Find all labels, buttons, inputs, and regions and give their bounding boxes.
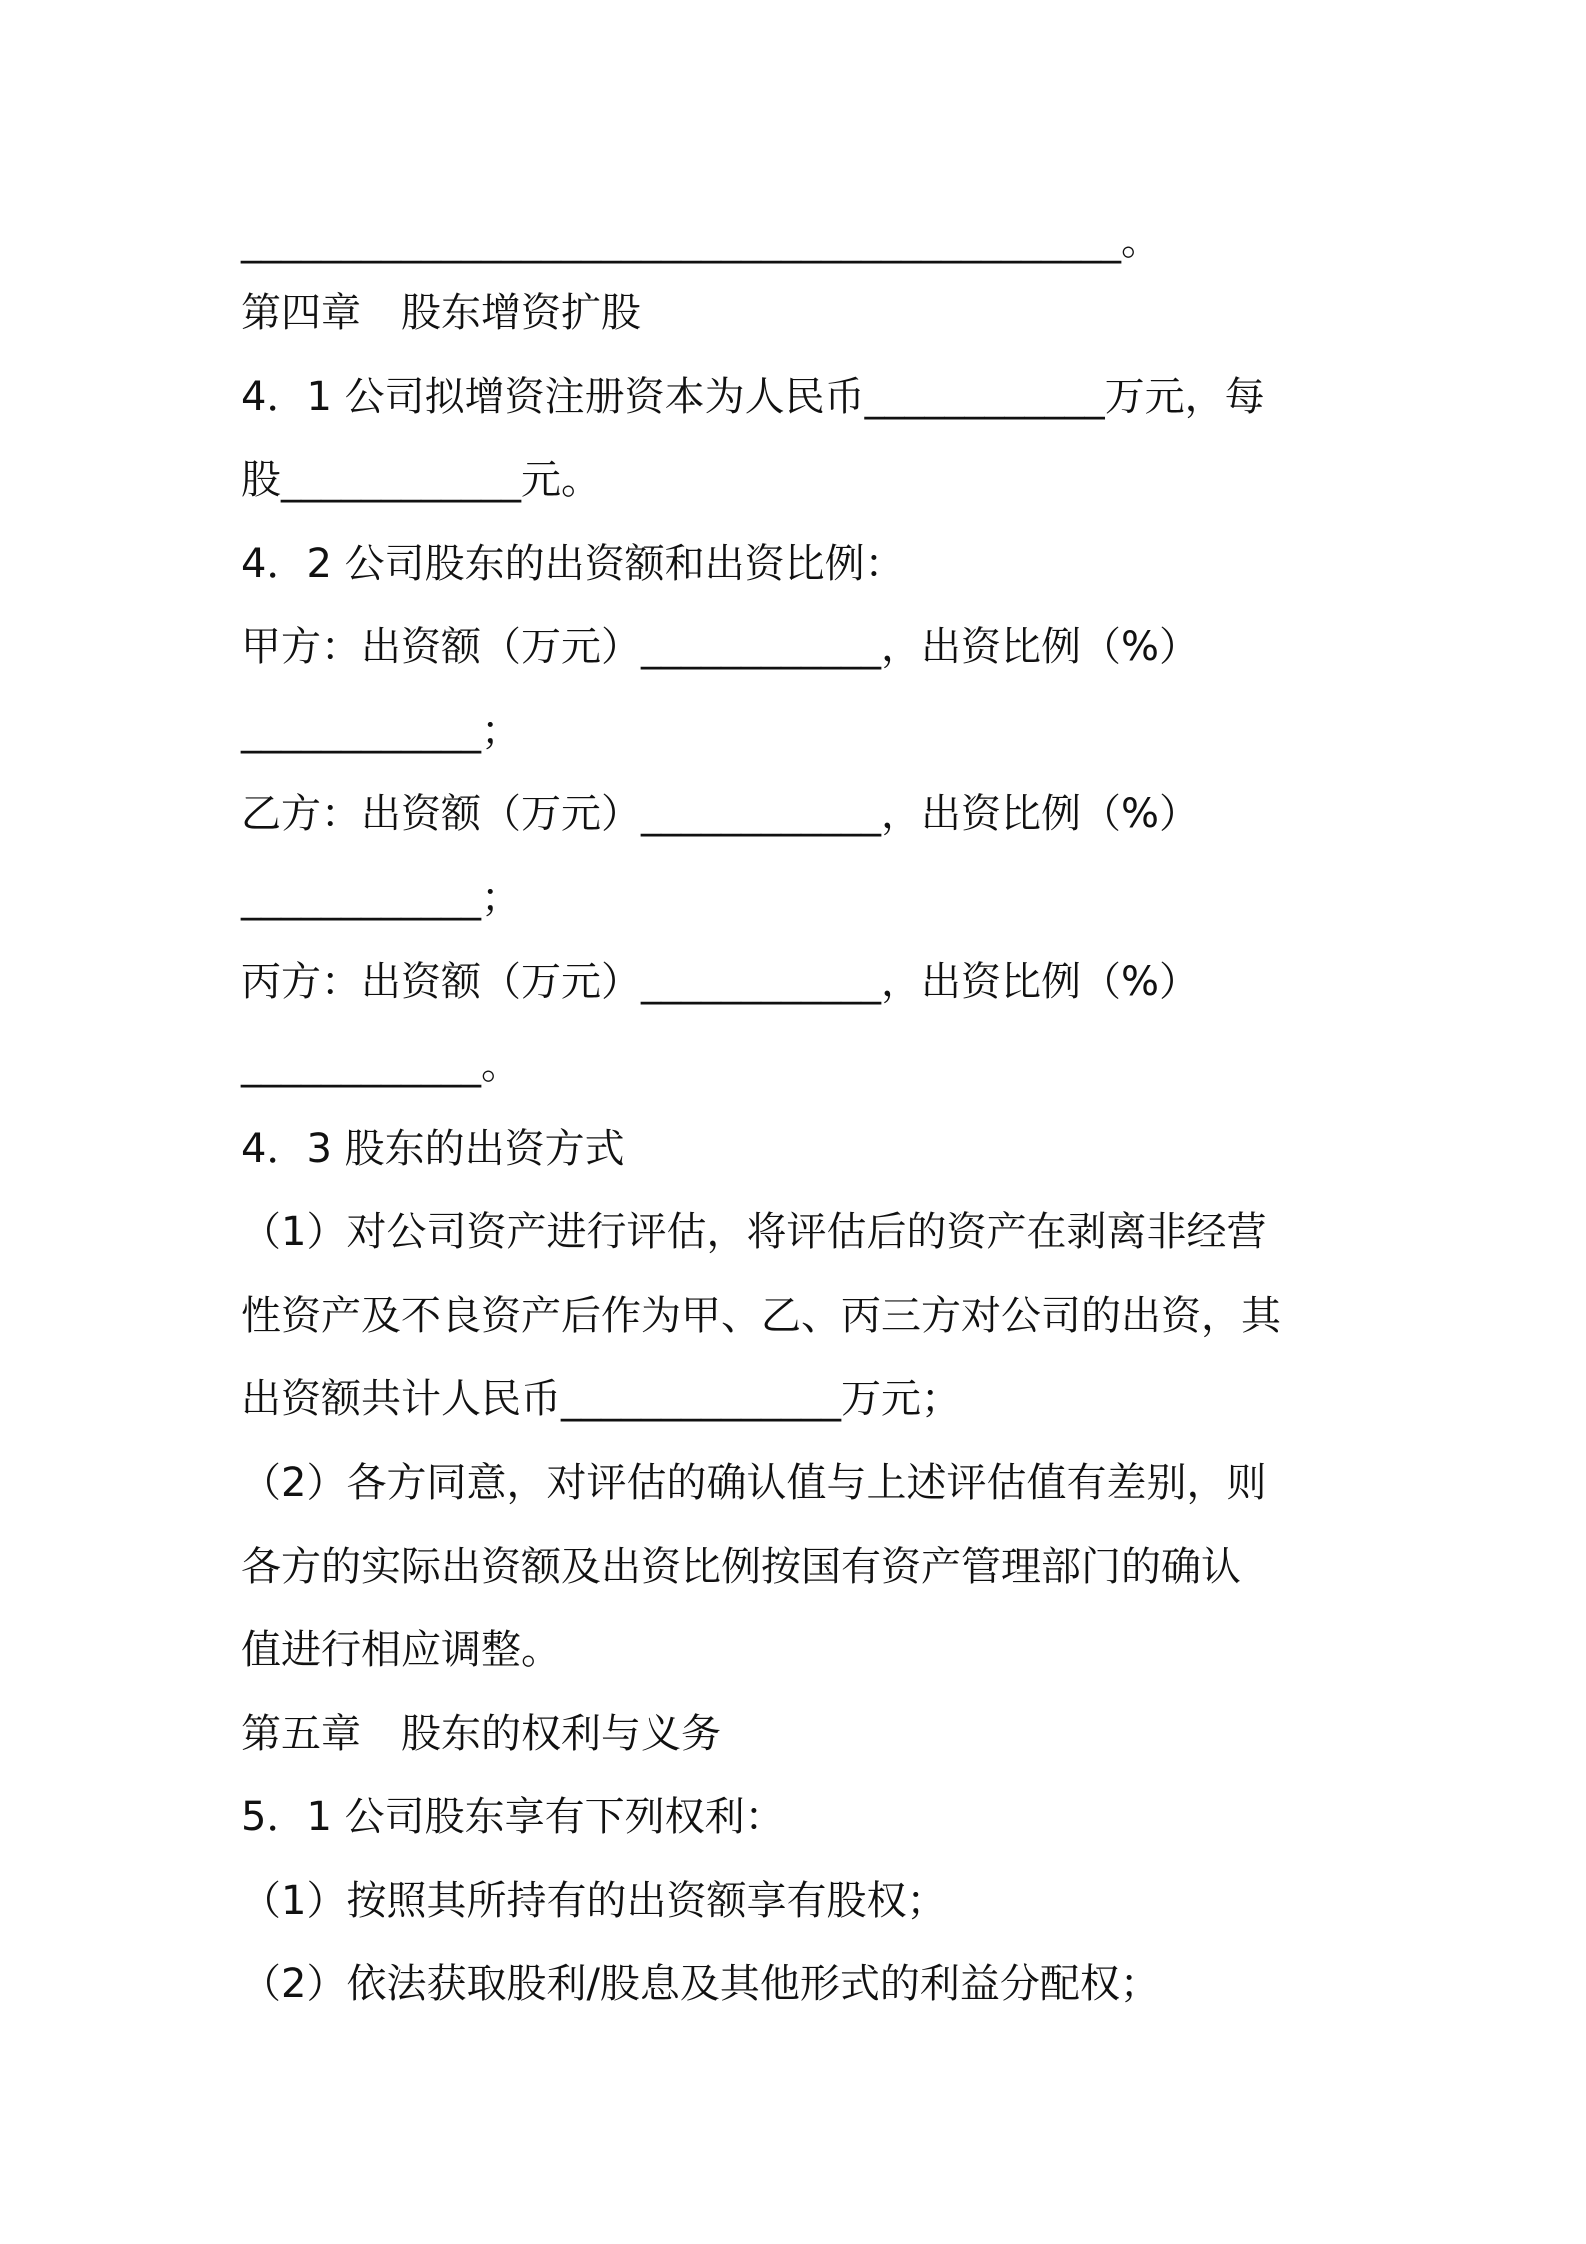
clause-4-3-item-1-line-1: （1）对公司资产进行评估，将评估后的资产在剥离非经营 <box>241 1209 1267 1255</box>
clause-4-3-heading: 4．3 股东的出资方式 <box>241 1126 625 1172</box>
chapter-5-heading: 第五章 股东的权利与义务 <box>241 1711 721 1757</box>
document-page <box>241 0 1361 2244</box>
clause-5-1-item-2: （2）依法获取股利/股息及其他形式的利益分配权； <box>241 1961 1160 2007</box>
clause-4-3-item-1-line-2: 性资产及不良资产后作为甲、乙、丙三方对公司的出资，其 <box>241 1293 1281 1339</box>
party-c-contribution: 丙方：出资额（万元）____________，出资比例（%） <box>241 959 1200 1005</box>
clause-4-1-line-1: 4．1 公司拟增资注册资本为人民币____________万元，每 <box>241 374 1265 420</box>
clause-4-3-item-1-line-3: 出资额共计人民币______________万元； <box>241 1376 961 1422</box>
party-c-ratio-blank: ____________。 <box>241 1042 521 1088</box>
clause-5-1-item-1: （1）按照其所持有的出资额享有股权； <box>241 1878 947 1924</box>
party-a-ratio-blank: ____________； <box>241 708 521 754</box>
clause-4-3-item-2-line-2: 各方的实际出资额及出资比例按国有资产管理部门的确认 <box>241 1544 1241 1590</box>
chapter-4-heading: 第四章 股东增资扩股 <box>241 290 641 336</box>
clause-4-1-line-2: 股____________元。 <box>241 457 601 503</box>
party-a-contribution: 甲方：出资额（万元）____________，出资比例（%） <box>241 624 1200 670</box>
blank-fill-line: ____________________________________________。 <box>241 218 1161 264</box>
clause-5-1-heading: 5．1 公司股东享有下列权利： <box>241 1794 785 1840</box>
clause-4-3-item-2-line-1: （2）各方同意，对评估的确认值与上述评估值有差别，则 <box>241 1460 1267 1506</box>
clause-4-3-item-2-line-3: 值进行相应调整。 <box>241 1627 561 1673</box>
party-b-contribution: 乙方：出资额（万元）____________，出资比例（%） <box>241 791 1200 837</box>
party-b-ratio-blank: ____________； <box>241 875 521 921</box>
clause-4-2-heading: 4．2 公司股东的出资额和出资比例： <box>241 541 905 587</box>
